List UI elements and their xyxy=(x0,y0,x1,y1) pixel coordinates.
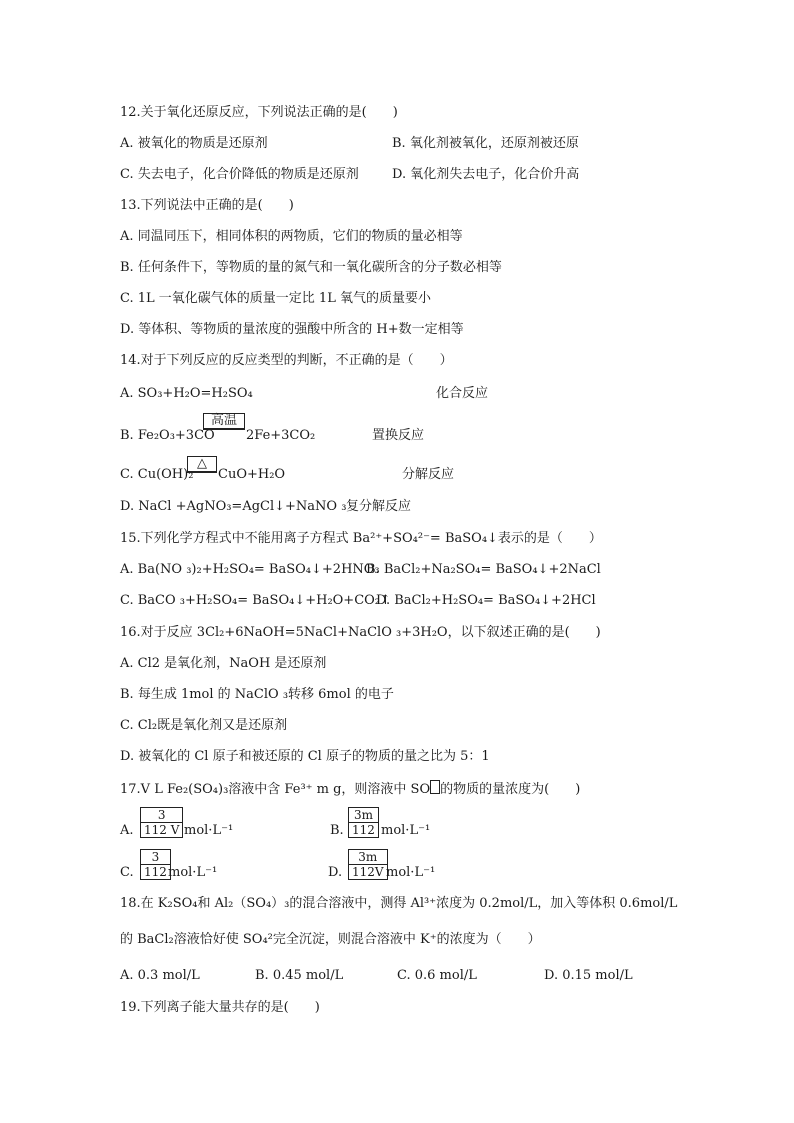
q14-option-c-condition xyxy=(187,456,217,473)
q17-option-d-denominator: 112V xyxy=(348,864,388,880)
q17-option-b-numerator: 3m xyxy=(348,807,379,822)
q15-option-c: C. BaCO ₃+H₂SO₄= BaSO₄↓+H₂O+CO₂↑ xyxy=(120,593,391,608)
q12-option-c: C. 失去电子，化合价降低的物质是还原剂 xyxy=(120,167,359,182)
q13-stem: 13.下列说法中正确的是( ) xyxy=(120,198,294,213)
q17-option-c-numerator: 3 xyxy=(140,849,171,864)
q14-option-d-type: 复分解反应 xyxy=(346,499,412,514)
q14-option-b-right: 2Fe+3CO₂ xyxy=(246,428,316,443)
q17-option-b-label: B. xyxy=(330,823,344,838)
q17-option-a-fraction xyxy=(140,807,183,838)
q14-option-b-type: 置换反应 xyxy=(372,428,425,443)
q18-option-a: A. 0.3 mol/L xyxy=(120,968,200,983)
q17-stem-post: 的物质的量浓度为( ) xyxy=(440,782,581,797)
q12-stem: 12.关于氧化还原反应，下列说法正确的是( ) xyxy=(120,105,398,120)
q17-option-c-label: C. xyxy=(120,865,134,880)
q17-option-c-unit: mol·L⁻¹ xyxy=(168,865,218,880)
q14-option-c-left: C. Cu(OH)₂ xyxy=(120,467,194,482)
missing-glyph-box-icon xyxy=(430,780,440,794)
q18-stem-line1: 18.在 K₂SO₄和 Al₂（SO₄）₃的混合溶液中，测得 Al³⁺浓度为 0.2mol/L，加入等体积 0.6mol/L xyxy=(120,896,678,911)
q18-option-b: B. 0.45 mol/L xyxy=(255,968,344,983)
q12-option-a: A. 被氧化的物质是还原剂 xyxy=(120,136,268,151)
q15-option-b: B. BaCl₂+Na₂SO₄= BaSO₄↓+2NaCl xyxy=(366,562,601,577)
q13-option-a: A. 同温同压下，相同体积的两物质，它们的物质的量必相等 xyxy=(120,229,463,244)
q17-option-d-fraction xyxy=(348,849,388,880)
q17-option-a-label: A. xyxy=(120,823,134,838)
q16-option-a: A. Cl2 是氧化剂，NaOH 是还原剂 xyxy=(120,656,327,671)
q17-option-d-numerator: 3m xyxy=(348,849,388,864)
q15-option-d: D. BaCl₂+H₂SO₄= BaSO₄↓+2HCl xyxy=(376,593,596,608)
q14-stem: 14.对于下列反应的反应类型的判断，不正确的是（ ） xyxy=(120,353,453,368)
q17-option-b-unit: mol·L⁻¹ xyxy=(381,823,431,838)
q13-option-d: D. 等体积、等物质的量浓度的强酸中所含的 H+数一定相等 xyxy=(120,322,464,337)
q17-option-d-label: D. xyxy=(328,865,343,880)
q18-stem-line2: 的 BaCl₂溶液恰好使 SO₄²完全沉淀，则混合溶液中 K⁺的浓度为（ ） xyxy=(120,932,541,947)
q17-option-b-denominator: 112 xyxy=(348,822,379,838)
q14-option-c-type: 分解反应 xyxy=(402,467,455,482)
q15-option-a: A. Ba(NO ₃)₂+H₂SO₄= BaSO₄↓+2HNO₃ xyxy=(120,562,380,577)
q18-option-c: C. 0.6 mol/L xyxy=(397,968,477,983)
q17-stem xyxy=(120,780,580,799)
q13-option-c: C. 1L 一氧化碳气体的质量一定比 1L 氧气的质量要小 xyxy=(120,291,431,306)
q14-option-b-condition-label: 高温 xyxy=(203,413,245,430)
q16-option-d: D. 被氧化的 Cl 原子和被还原的 Cl 原子的物质的量之比为 5：1 xyxy=(120,749,490,764)
q12-option-d: D. 氧化剂失去电子，化合价升高 xyxy=(392,167,580,182)
q14-option-a-equation: A. SO₃+H₂O=H₂SO₄ xyxy=(120,386,253,401)
q14-option-a-type: 化合反应 xyxy=(436,386,489,401)
q12-option-b: B. 氧化剂被氧化，还原剂被还原 xyxy=(392,136,579,151)
q17-option-c-fraction xyxy=(140,849,171,880)
q18-option-d: D. 0.15 mol/L xyxy=(544,968,633,983)
q17-option-a-unit: mol·L⁻¹ xyxy=(184,823,234,838)
q13-option-b: B. 任何条件下，等物质的量的氮气和一氧化碳所含的分子数必相等 xyxy=(120,260,502,275)
q19-stem: 19.下列离子能大量共存的是( ) xyxy=(120,1000,320,1015)
q16-option-b: B. 每生成 1mol 的 NaClO ₃转移 6mol 的电子 xyxy=(120,687,394,702)
q17-option-b-fraction xyxy=(348,807,379,838)
q17-option-c-denominator: 112 xyxy=(140,864,171,880)
q16-option-c: C. Cl₂既是氧化剂又是还原剂 xyxy=(120,718,288,733)
q14-option-b-condition xyxy=(203,413,245,430)
q17-option-a-numerator: 3 xyxy=(140,807,183,822)
q17-option-a-denominator: 112 V xyxy=(140,822,183,838)
q17-stem-pre: 17.V L Fe₂(SO₄)₃溶液中含 Fe³⁺ m g，则溶液中 SO xyxy=(120,782,431,797)
q16-stem: 16.对于反应 3Cl₂+6NaOH=5NaCl+NaClO ₃+3H₂O，以下叙述正确的是( ) xyxy=(120,625,601,640)
q14-option-c-right: CuO+H₂O xyxy=(218,467,286,482)
q15-stem: 15.下列化学方程式中不能用离子方程式 Ba²⁺+SO₄²⁻= BaSO₄↓表示的是（ ） xyxy=(120,531,602,546)
q17-option-d-unit: mol·L⁻¹ xyxy=(386,865,436,880)
q14-option-d-equation: D. NaCl +AgNO₃=AgCl↓+NaNO ₃ xyxy=(120,499,347,514)
q14-option-b-left: B. Fe₂O₃+3CO xyxy=(120,428,215,443)
q14-option-c-condition-label: △ xyxy=(187,456,217,473)
